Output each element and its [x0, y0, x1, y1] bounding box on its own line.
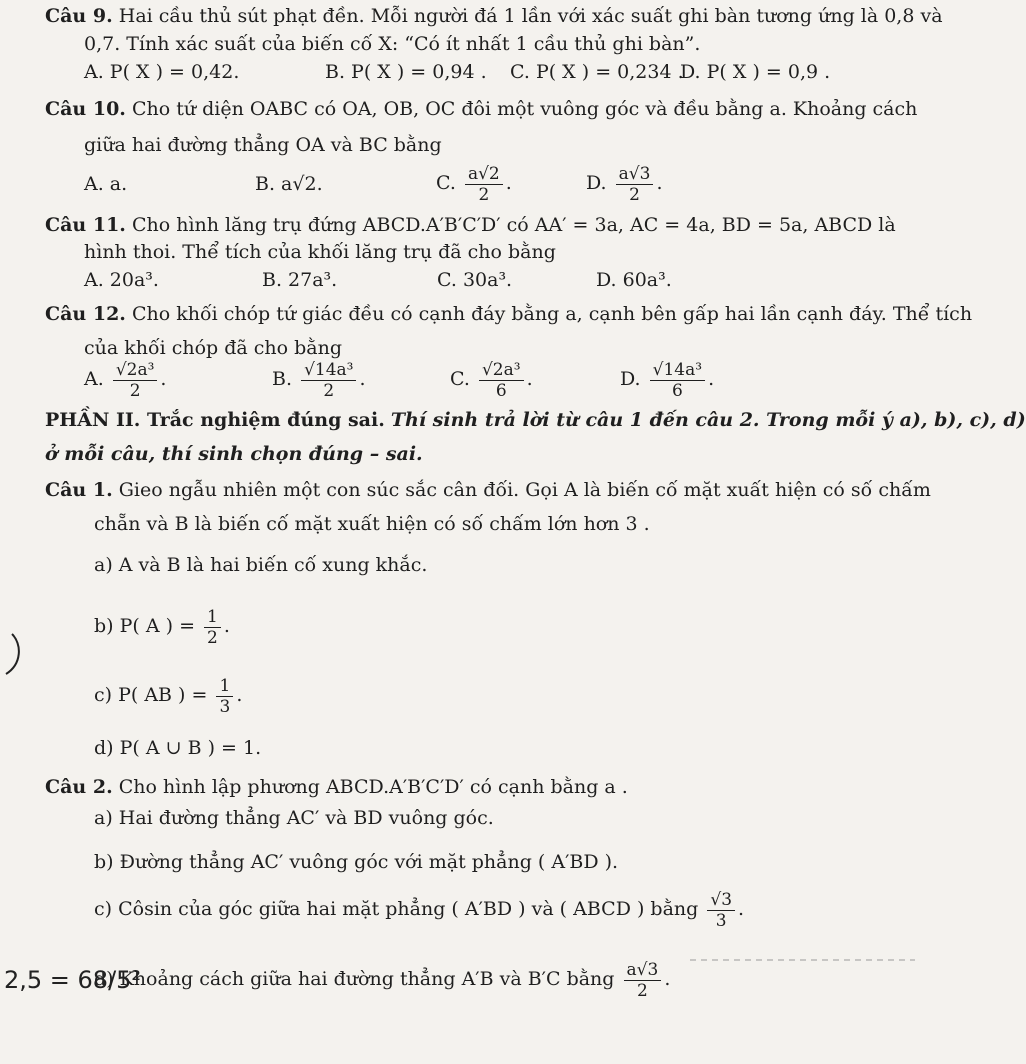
- q10-label: Câu 10.: [45, 98, 126, 120]
- q9-option-d: D. P( X ) = 0,9 .: [680, 61, 831, 83]
- q12-option-a: A. $\frac{\text{√2a³}}{2}$ .: [84, 359, 167, 401]
- p2q2-item-a: a) Hai đường thẳng AC′ và BD vuông góc.: [94, 807, 494, 829]
- p2q2-item-c: c) Côsin của góc giữa hai mặt phẳng ( A′BD ) và ( ABCD ) bằng $\frac{√3}{3}$ .: [94, 889, 745, 931]
- faint-dashed-line: [690, 955, 915, 965]
- q9-line1: [45, 4, 943, 28]
- q10-option-d-fraction: $\frac{a√3}{2}$: [616, 164, 654, 205]
- q11-option-c: C. 30a³.: [437, 269, 513, 291]
- q9-option-c: C. P( X ) = 0,234 .: [510, 61, 684, 83]
- q10-option-b: B. a√2.: [255, 173, 323, 195]
- p2q2-item-c-fraction: $\frac{√3}{3}$: [707, 890, 735, 931]
- p2q2-line1: [45, 775, 628, 799]
- q9-label: Câu 9.: [45, 5, 113, 27]
- p2q1-text2: chẵn và B là biến cố mặt xuất hiện có số chấm lớn hơn 3 .: [94, 513, 650, 535]
- q12-option-c-fraction: $\frac{\text{√2a³}}{6}$: [479, 360, 524, 401]
- q12-option-b: B. $\frac{\text{√14a³}}{2}$ .: [272, 359, 366, 401]
- q12-line1: [45, 302, 972, 326]
- p2q1-line1: [45, 478, 931, 502]
- p2q1-item-c: c) P( AB ) = $\frac{1}{3}$ .: [94, 675, 243, 717]
- p2q2-label: Câu 2.: [45, 776, 113, 798]
- q9-option-a: A. P( X ) = 0,42.: [84, 61, 240, 83]
- p2q1-item-b: b) P( A ) = $\frac{1}{2}$ .: [94, 606, 230, 648]
- p2q1-item-c-fraction: $\frac{1}{3}$: [216, 676, 233, 717]
- q12-option-b-fraction: $\frac{\text{√14a³}}{2}$: [301, 360, 356, 401]
- q9-text2: 0,7. Tính xác suất của biến cố X: “Có ít nhất 1 cầu thủ ghi bàn”.: [84, 33, 701, 55]
- p2q1-text1: Gieo ngẫu nhiên một con súc sắc cân đối. Gọi A là biến cố mặt xuất hiện có số chấm: [118, 479, 931, 501]
- q11-option-d: D. 60a³.: [596, 269, 672, 291]
- p2q1-item-a: a) A và B là hai biến cố xung khắc.: [94, 554, 428, 576]
- p2q1-item-d: d) P( A ∪ B ) = 1.: [94, 737, 262, 759]
- q12-label: Câu 12.: [45, 303, 126, 325]
- part2-line1: [45, 408, 1026, 432]
- p2q2-item-b: b) Đường thẳng AC′ vuông góc với mặt phẳng ( A′BD ).: [94, 851, 619, 873]
- p2q2-text1: Cho hình lập phương ABCD.A′B′C′D′ có cạnh bằng a .: [118, 776, 628, 798]
- q9-option-b: B. P( X ) = 0,94 .: [325, 61, 487, 83]
- handwritten-bracket-mark: [0, 630, 30, 680]
- part2-instruction1: Thí sinh trả lời từ câu 1 đến câu 2. Trong mỗi ý a), b), c), d): [390, 409, 1026, 431]
- part2-instruction2: ở mỗi câu, thí sinh chọn đúng – sai.: [45, 443, 423, 465]
- q11-line1: [45, 213, 896, 237]
- q10-option-a: A. a.: [84, 173, 128, 195]
- q12-text1: Cho khối chóp tứ giác đều có cạnh đáy bằng a, cạnh bên gấp hai lần cạnh đáy. Thể tích: [131, 303, 973, 325]
- q12-option-d: D. $\frac{\text{√14a³}}{6}$ .: [620, 359, 715, 401]
- q9-text1: Hai cầu thủ sút phạt đền. Mỗi người đá 1 lần với xác suất ghi bàn tương ứng là 0,8 và: [118, 5, 943, 27]
- q12-option-c: C. $\frac{\text{√2a³}}{6}$ .: [450, 359, 533, 401]
- q10-option-c: C. $\frac{a√2}{2}$ .: [436, 163, 512, 205]
- q11-text1: Cho hình lăng trụ đứng ABCD.A′B′C′D′ có AA′ = 3a, AC = 4a, BD = 5a, ABCD là: [131, 214, 896, 236]
- q11-option-b: B. 27a³.: [262, 269, 338, 291]
- q10-text1: Cho tứ diện OABC có OA, OB, OC đôi một vuông góc và đều bằng a. Khoảng cách: [131, 98, 918, 120]
- q12-option-d-fraction: $\frac{\text{√14a³}}{6}$: [650, 360, 705, 401]
- part2-heading: PHẦN II. Trắc nghiệm đúng sai.: [45, 409, 385, 431]
- handwritten-note: 2,5 = 68/5²: [4, 966, 142, 994]
- q12-option-a-fraction: $\frac{\text{√2a³}}{2}$: [113, 360, 158, 401]
- q10-text2: giữa hai đường thẳng OA và BC bằng: [84, 134, 442, 156]
- q12-text2: của khối chóp đã cho bằng: [84, 337, 343, 359]
- q11-text2: hình thoi. Thể tích của khối lăng trụ đã cho bằng: [84, 241, 556, 263]
- q10-option-c-fraction: $\frac{a√2}{2}$: [465, 164, 503, 205]
- p2q1-label: Câu 1.: [45, 479, 113, 501]
- q11-option-a: A. 20a³.: [84, 269, 159, 291]
- q11-label: Câu 11.: [45, 214, 126, 236]
- q10-option-d: D. $\frac{a√3}{2}$ .: [586, 163, 663, 205]
- p2q2-item-d: d) Khoảng cách giữa hai đường thẳng A′B và B′C bằng $\frac{a√3}{2}$ .: [94, 959, 671, 1001]
- p2q2-item-d-fraction: $\frac{a√3}{2}$: [624, 960, 662, 1001]
- q10-line1: [45, 97, 917, 121]
- p2q1-item-b-fraction: $\frac{1}{2}$: [204, 607, 221, 648]
